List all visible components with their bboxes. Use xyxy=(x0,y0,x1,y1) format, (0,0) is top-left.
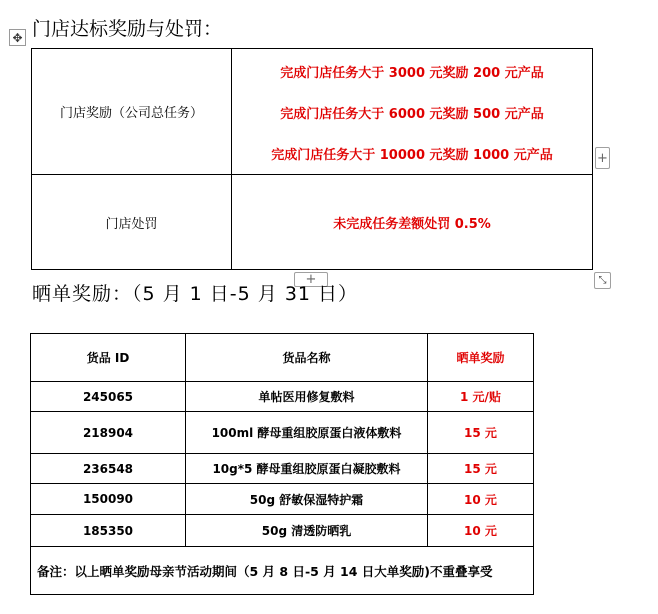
table-header-row xyxy=(31,334,534,382)
table-cell[interactable] xyxy=(232,175,593,270)
table-row xyxy=(31,484,534,515)
table-row xyxy=(31,412,534,454)
store-reward-penalty-table xyxy=(31,48,593,270)
table-row xyxy=(32,175,593,270)
table-row xyxy=(31,382,534,412)
table-cell[interactable] xyxy=(232,49,593,175)
cell-reward[interactable]: 10 元 xyxy=(428,515,534,547)
cell-id[interactable]: 150090 xyxy=(31,484,186,515)
table-move-handle[interactable] xyxy=(9,29,26,46)
cell-reward[interactable]: 15 元 xyxy=(428,412,534,454)
cell-reward[interactable]: 1 元/贴 xyxy=(428,382,534,412)
cell-id[interactable]: 218904 xyxy=(31,412,186,454)
plus-icon: + xyxy=(305,272,317,287)
plus-icon: + xyxy=(597,150,608,166)
resize-diagonal-icon: ⤡ xyxy=(598,275,607,286)
table-row xyxy=(32,49,593,175)
section2-title: 晒单奖励：（5 月 1 日-5 月 31 日） xyxy=(32,283,359,305)
share-reward-table xyxy=(30,333,534,595)
cell-id[interactable]: 236548 xyxy=(31,454,186,484)
reward-line: 完成门店任务大于 3000 元奖励 200 元产品 xyxy=(280,66,544,81)
reward-line: 完成门店任务大于 6000 元奖励 500 元产品 xyxy=(280,107,544,122)
cell-reward[interactable]: 10 元 xyxy=(428,484,534,515)
reward-line: 完成门店任务大于 10000 元奖励 1000 元产品 xyxy=(271,148,553,163)
cell-name[interactable]: 50g 清透防晒乳 xyxy=(186,515,428,547)
cell-reward[interactable]: 15 元 xyxy=(428,454,534,484)
table-row xyxy=(31,515,534,547)
header-id[interactable]: 货品 ID xyxy=(31,334,186,382)
add-column-button[interactable] xyxy=(595,147,610,169)
cell-name[interactable]: 100ml 酵母重组胶原蛋白液体敷料 xyxy=(186,412,428,454)
table-row xyxy=(31,454,534,484)
cell-id[interactable]: 185350 xyxy=(31,515,186,547)
section1-title: 门店达标奖励与处罚： xyxy=(32,18,223,40)
penalty-line: 未完成任务差额处罚 0.5% xyxy=(333,216,491,232)
cell-id[interactable]: 245065 xyxy=(31,382,186,412)
table-cell[interactable] xyxy=(32,49,232,175)
move-arrows-icon: ✥ xyxy=(12,30,23,45)
header-reward[interactable]: 晒单奖励 xyxy=(428,334,534,382)
row-label: 门店处罚 xyxy=(105,216,158,232)
cell-name[interactable]: 50g 舒敏保湿特护霜 xyxy=(186,484,428,515)
table-note[interactable]: 备注：以上晒单奖励母亲节活动期间（5 月 8 日-5 月 14 日大单奖励)不重叠享受 xyxy=(31,547,534,595)
table-resize-handle[interactable] xyxy=(594,272,611,289)
cell-name[interactable]: 10g*5 酵母重组胶原蛋白凝胶敷料 xyxy=(186,454,428,484)
table-cell[interactable] xyxy=(32,175,232,270)
cell-name[interactable]: 单帖医用修复敷料 xyxy=(186,382,428,412)
header-name[interactable]: 货品名称 xyxy=(186,334,428,382)
row-label: 门店奖励（公司总任务） xyxy=(59,106,203,121)
table-row xyxy=(31,547,534,595)
